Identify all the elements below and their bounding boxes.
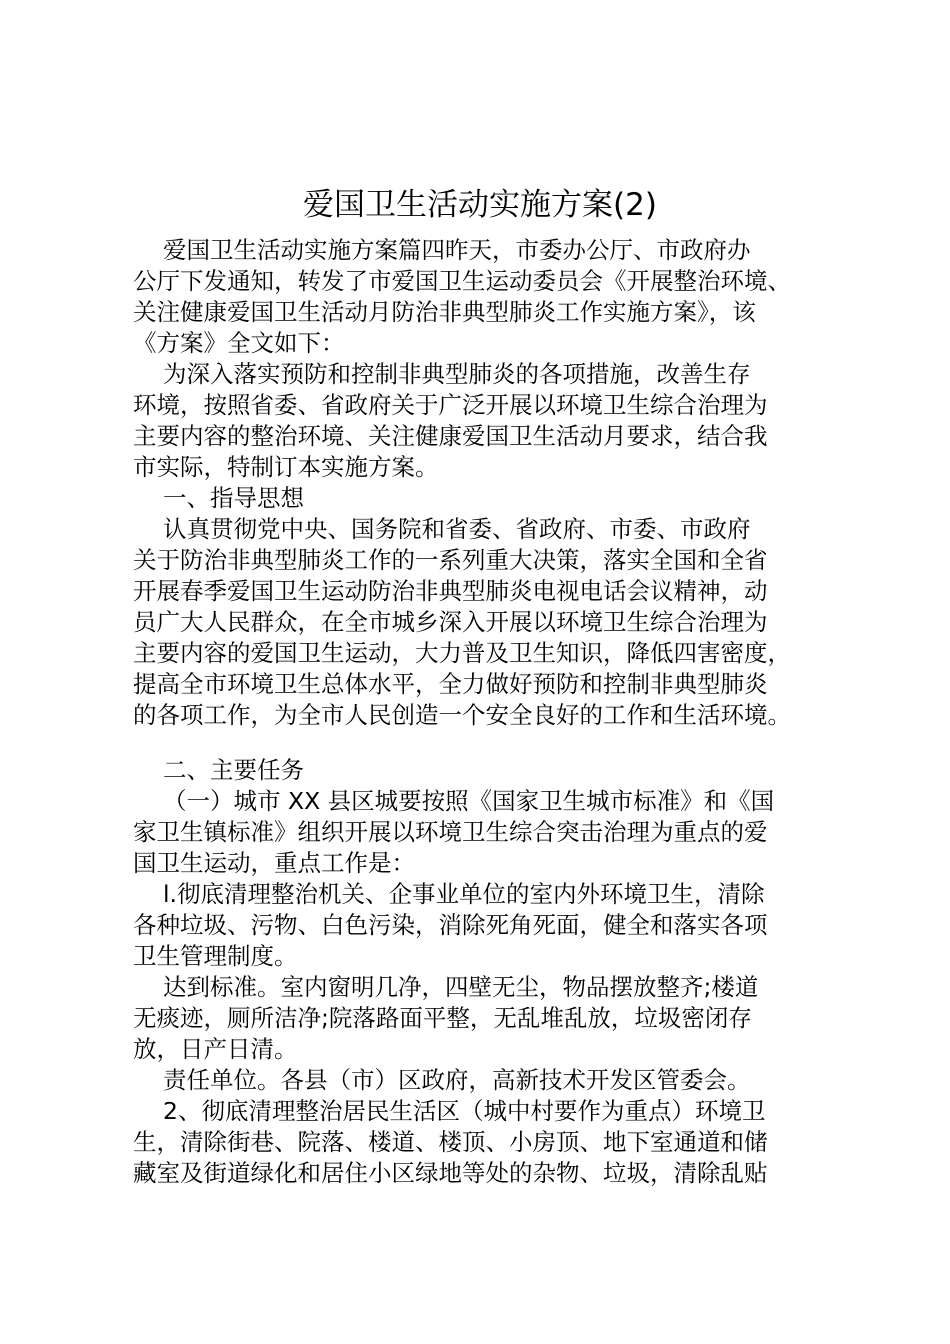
paragraph-line: 主要内容的爱国卫生运动，大力普及卫生知识，降低四害密度，	[133, 639, 791, 667]
paragraph-line: 关注健康爱国卫生活动月防治非典型肺炎工作实施方案》，该	[133, 298, 756, 326]
paragraph-line: 爱国卫生活动实施方案篇四昨天，市委办公厅、市政府办	[163, 236, 751, 264]
paragraph-line: 责任单位。各县（市）区政府，高新技术开发区管委会。	[163, 1066, 751, 1094]
paragraph-line: 《方案》全文如下：	[133, 329, 345, 357]
paragraph-line: 环境，按照省委、省政府关于广泛开展以环境卫生综合治理为	[133, 391, 768, 419]
paragraph-line: 的各项工作，为全市人民创造一个安全良好的工作和生活环境。	[133, 701, 791, 729]
section-heading: 一、指导思想	[163, 484, 304, 512]
paragraph-line: 市实际，特制订本实施方案。	[133, 453, 439, 481]
document-title: 爱国卫生活动实施方案(2)	[303, 187, 657, 223]
paragraph-line: 藏室及街道绿化和居住小区绿地等处的杂物、垃圾，清除乱贴	[133, 1159, 768, 1187]
paragraph-line: 生，清除街巷、院落、楼道、楼顶、小房顶、地下室通道和储	[133, 1128, 768, 1156]
paragraph-line: 无痰迹，厕所洁净;院落路面平整，无乱堆乱放，垃圾密闭存	[133, 1004, 752, 1032]
paragraph-line: 主要内容的整治环境、关注健康爱国卫生活动月要求，结合我	[133, 422, 768, 450]
paragraph-line: 家卫生镇标准》组织开展以环境卫生综合突击治理为重点的爱	[133, 818, 768, 846]
paragraph-line: 放，日产日清。	[133, 1035, 298, 1063]
paragraph-line: 认真贯彻党中央、国务院和省委、省政府、市委、市政府	[163, 515, 751, 543]
paragraph-line: 关于防治非典型肺炎工作的一系列重大决策，落实全国和全省	[133, 546, 768, 574]
paragraph-line: 提高全市环境卫生总体水平，全力做好预防和控制非典型肺炎	[133, 670, 768, 698]
paragraph-line: 达到标准。室内窗明几净，四壁无尘，物品摆放整齐;楼道	[163, 973, 759, 1001]
paragraph-line: 为深入落实预防和控制非典型肺炎的各项措施，改善生存	[163, 360, 751, 388]
paragraph-line: 国卫生运动，重点工作是：	[133, 849, 415, 877]
section-heading: 二、主要任务	[163, 756, 304, 784]
paragraph-line: l.彻底清理整治机关、企事业单位的室内外环境卫生，清除	[163, 880, 765, 908]
paragraph-line: 开展春季爱国卫生运动防治非典型肺炎电视电话会议精神，动	[133, 577, 768, 605]
paragraph-line: （一）城市 XX 县区城要按照《国家卫生城市标准》和《国	[163, 787, 775, 815]
paragraph-line: 卫生管理制度。	[133, 942, 298, 970]
paragraph-line: 2、彻底清理整治居民生活区（城中村要作为重点）环境卫	[163, 1097, 766, 1125]
paragraph-line: 公厅下发通知，转发了市爱国卫生运动委员会《开展整治环境、	[133, 267, 791, 295]
paragraph-line: 员广大人民群众，在全市城乡深入开展以环境卫生综合治理为	[133, 608, 768, 636]
paragraph-line: 各种垃圾、污物、白色污染，消除死角死面，健全和落实各项	[133, 911, 768, 939]
